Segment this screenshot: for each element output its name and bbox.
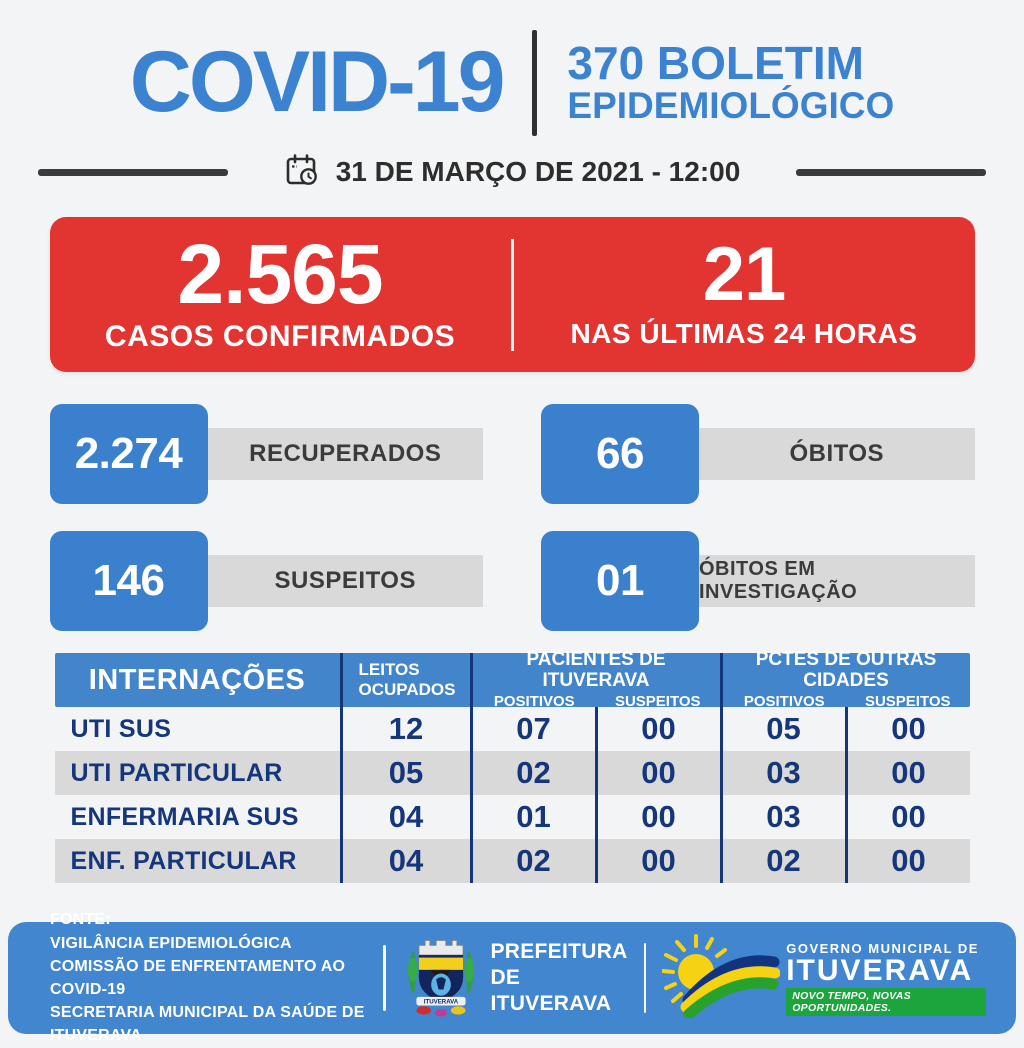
svg-text:ITUVERAVA: ITUVERAVA (424, 998, 459, 1006)
col-group-outras-cidades: PCTES DE OUTRAS CIDADES POSITIVOS SUSPEITOS (720, 653, 970, 707)
footer (8, 911, 1016, 1045)
right-rule (796, 169, 986, 176)
last24h-label: NAS ÚLTIMAS 24 HORAS (570, 317, 918, 349)
last24h-value: 21 (702, 232, 786, 318)
stat-obitos (541, 404, 975, 504)
table-row: UTI SUS 12 07 00 05 00 (55, 707, 970, 751)
page-title: COVID-19 (129, 34, 503, 130)
confirmed-value: 2.565 (177, 226, 383, 321)
slogan-badge: NOVO TEMPO, NOVAS OPORTUNIDADES. (786, 988, 986, 1016)
col-group-ituverava: PACIENTES DE ITUVERAVA POSITIVOS SUSPEITOS (470, 653, 720, 707)
subcol-positivos: POSITIVOS (743, 693, 825, 711)
ituverava-crest-icon (404, 933, 478, 1024)
confirmed-total (50, 226, 511, 355)
bulletin-subtitle: EPIDEMIOLÓGICO (567, 84, 895, 126)
bulletin-number: 370 BOLETIM (567, 36, 864, 89)
source-line: SECRETARIA MUNICIPAL DA SAÚDE DE ITUVERAVA (50, 1004, 365, 1045)
subcol-positivos: POSITIVOS (493, 693, 575, 711)
confirmed-label: CASOS CONFIRMADOS (104, 320, 456, 354)
stat-value: 146 (50, 531, 208, 631)
stat-label: ÓBITOS (691, 428, 975, 480)
table-header (55, 648, 970, 711)
header (0, 0, 1024, 145)
footer-divider (383, 945, 386, 1011)
governo-label: GOVERNO MUNICIPAL DE ITUVERAVA NOVO TEMPO, NOVAS OPORTUNIDADES. (786, 941, 986, 1016)
confirmed-cases-banner (50, 217, 975, 372)
table-row: UTI PARTICULAR 05 02 00 03 00 (55, 751, 970, 795)
left-rule (38, 169, 228, 176)
stat-value: 01 (541, 531, 699, 631)
stat-value: 66 (541, 404, 699, 504)
source-line: COMISSÃO DE ENFRENTAMENTO AO COVID-19 (50, 957, 346, 998)
date-row (0, 151, 1024, 193)
bulletin-date: 31 DE MARÇO DE 2021 - 12:00 (335, 156, 741, 187)
stat-value: 2.274 (50, 404, 208, 504)
source-info (50, 908, 369, 1047)
header-divider (532, 30, 537, 136)
stat-obitos-investigacao (541, 531, 975, 631)
last24h-cases (514, 232, 975, 349)
calendar-clock-icon (284, 152, 320, 193)
table-title: INTERNAÇÕES (88, 663, 306, 696)
stat-label: RECUPERADOS (200, 428, 484, 480)
table-row: ENFERMARIA SUS 04 01 00 03 00 (55, 795, 970, 839)
bulletin-title (567, 36, 895, 126)
subcol-suspeitos: SUSPEITOS (864, 693, 951, 711)
subcol-suspeitos: SUSPEITOS (614, 693, 701, 711)
source-line: VIGILÂNCIA EPIDEMIOLÓGICA (50, 934, 292, 952)
stat-suspeitos (50, 531, 484, 631)
footer-divider (644, 943, 647, 1013)
stat-recuperados (50, 404, 484, 504)
source-title: FONTE: (50, 911, 111, 929)
internacoes-table (55, 648, 970, 883)
col-leitos-ocupados: LEITOS OCUPADOS (340, 653, 470, 707)
table-row: ENF. PARTICULAR 04 02 00 02 00 (55, 839, 970, 883)
stat-label: SUSPEITOS (200, 555, 484, 607)
sun-swoosh-logo-icon (662, 934, 780, 1023)
stats-grid (50, 404, 975, 631)
stat-label: ÓBITOS EM INVESTIGAÇÃO (691, 555, 975, 607)
prefeitura-label: PREFEITURA DE ITUVERAVA (490, 939, 628, 1016)
